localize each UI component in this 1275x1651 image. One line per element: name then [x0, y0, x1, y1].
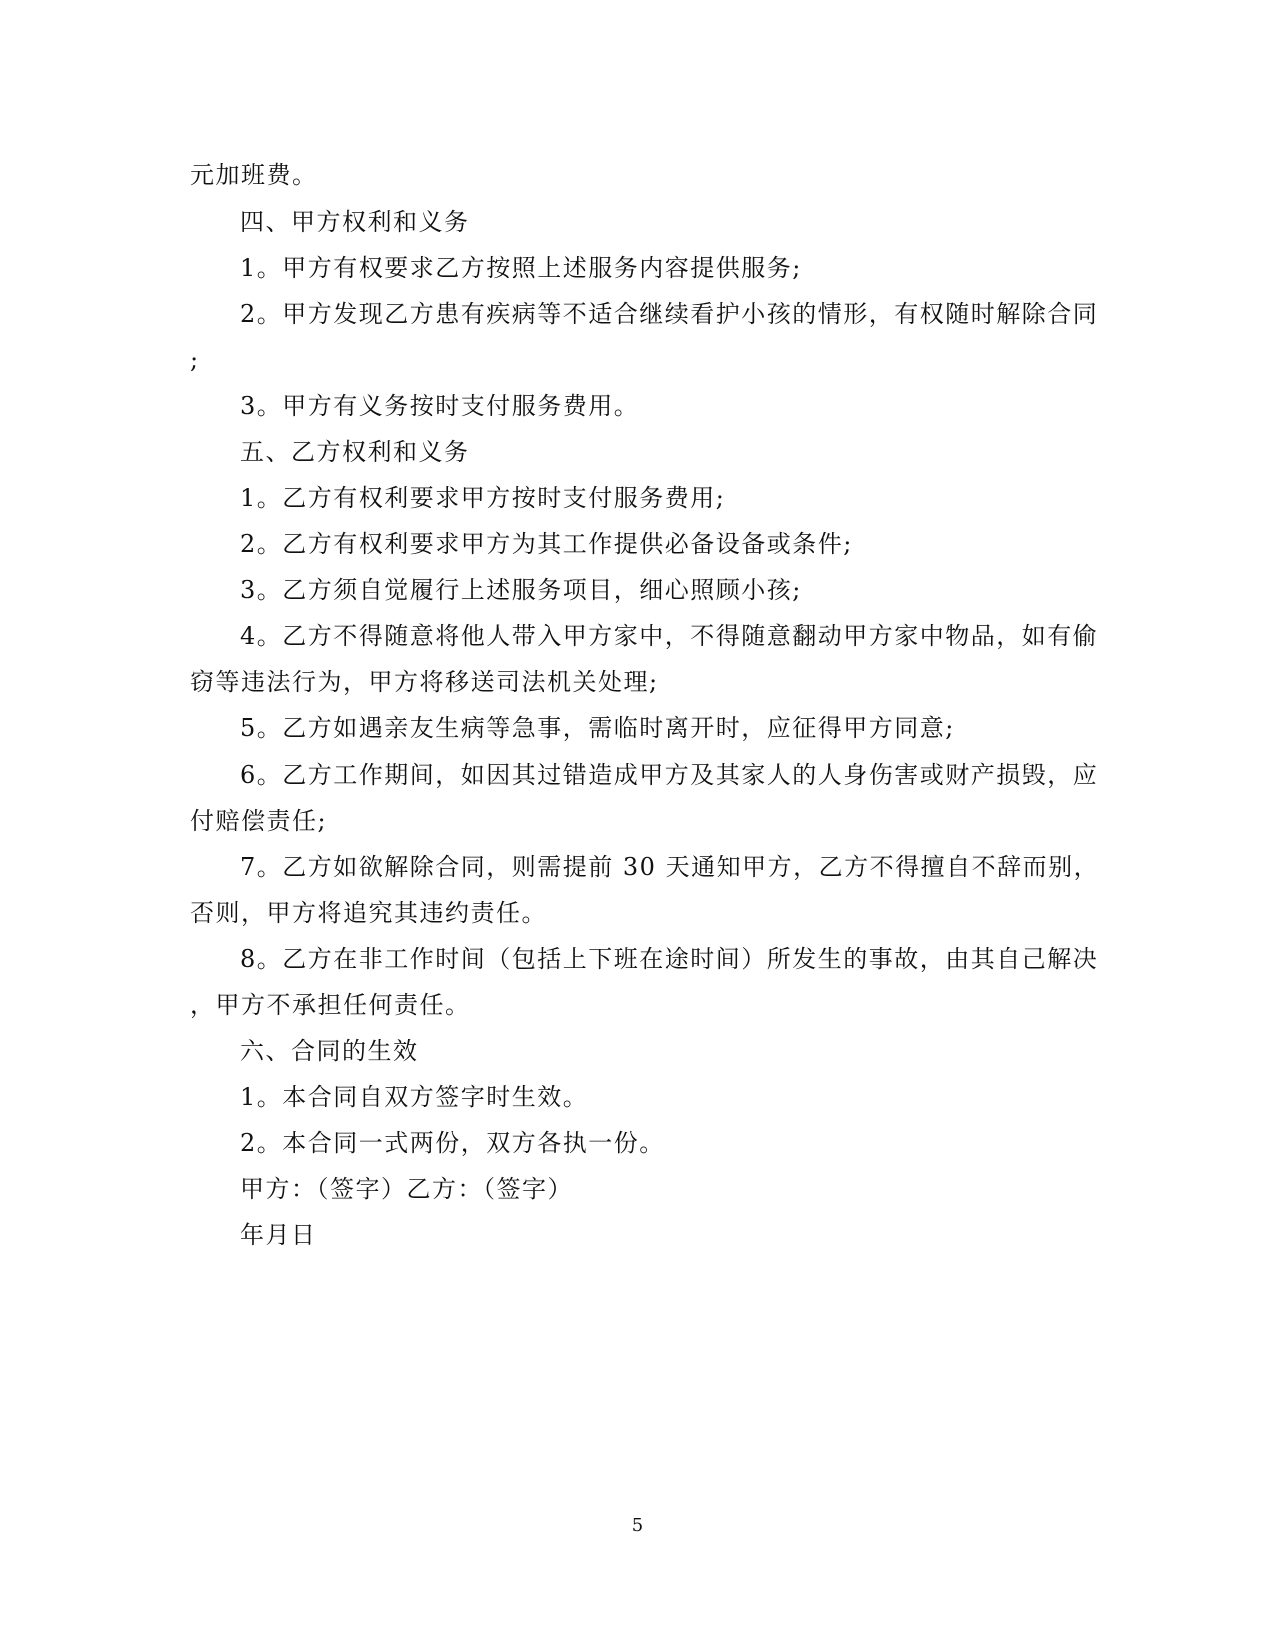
- body-text-line: 5。乙方如遇亲友生病等急事，需临时离开时，应征得甲方同意;: [240, 714, 955, 742]
- signature-line: 甲方：（签字）乙方：（签字）: [240, 1175, 573, 1203]
- body-text-line: 2。乙方有权利要求甲方为其工作提供必备设备或条件;: [240, 530, 853, 558]
- body-text-line: 否则，甲方将追究其违约责任。: [190, 899, 547, 927]
- body-text-line: 1。甲方有权要求乙方按照上述服务内容提供服务;: [240, 254, 802, 282]
- body-text-line: 3。乙方须自觉履行上述服务项目，细心照顾小孩;: [240, 576, 802, 604]
- section-heading: 六、合同的生效: [240, 1037, 419, 1065]
- body-text-line: 3。甲方有义务按时支付服务费用。: [240, 392, 640, 420]
- body-text-line: 7。乙方如欲解除合同，则需提前 30 天通知甲方，乙方不得擅自不辞而别，: [240, 853, 1100, 881]
- body-text-line: 2。甲方发现乙方患有疾病等不适合继续看护小孩的情形，有权随时解除合同: [240, 300, 1099, 328]
- body-text-line: 元加班费。: [190, 161, 318, 189]
- body-text-line: 8。乙方在非工作时间（包括上下班在途时间）所发生的事故，由其自己解决: [240, 945, 1099, 973]
- section-heading: 五、乙方权利和义务: [240, 438, 470, 466]
- page-number: 5: [631, 1515, 644, 1536]
- body-text-line: ，甲方不承担任何责任。: [190, 991, 471, 1019]
- section-heading: 四、甲方权利和义务: [240, 208, 470, 236]
- date-line: 年月日: [240, 1221, 317, 1249]
- body-text-line: 2。本合同一式两份，双方各执一份。: [240, 1129, 665, 1157]
- body-text-line: 6。乙方工作期间，如因其过错造成甲方及其家人的人身伤害或财产损毁，应: [240, 761, 1099, 789]
- body-text-line: 1。乙方有权利要求甲方按时支付服务费用;: [240, 484, 726, 512]
- body-text-line: 付赔偿责任;: [190, 807, 328, 835]
- body-text-line: 4。乙方不得随意将他人带入甲方家中，不得随意翻动甲方家中物品，如有偷: [240, 622, 1099, 650]
- body-text-line: ;: [190, 346, 200, 374]
- body-text-line: 1。本合同自双方签字时生效。: [240, 1083, 589, 1111]
- body-text-line: 窃等违法行为，甲方将移送司法机关处理;: [190, 668, 659, 696]
